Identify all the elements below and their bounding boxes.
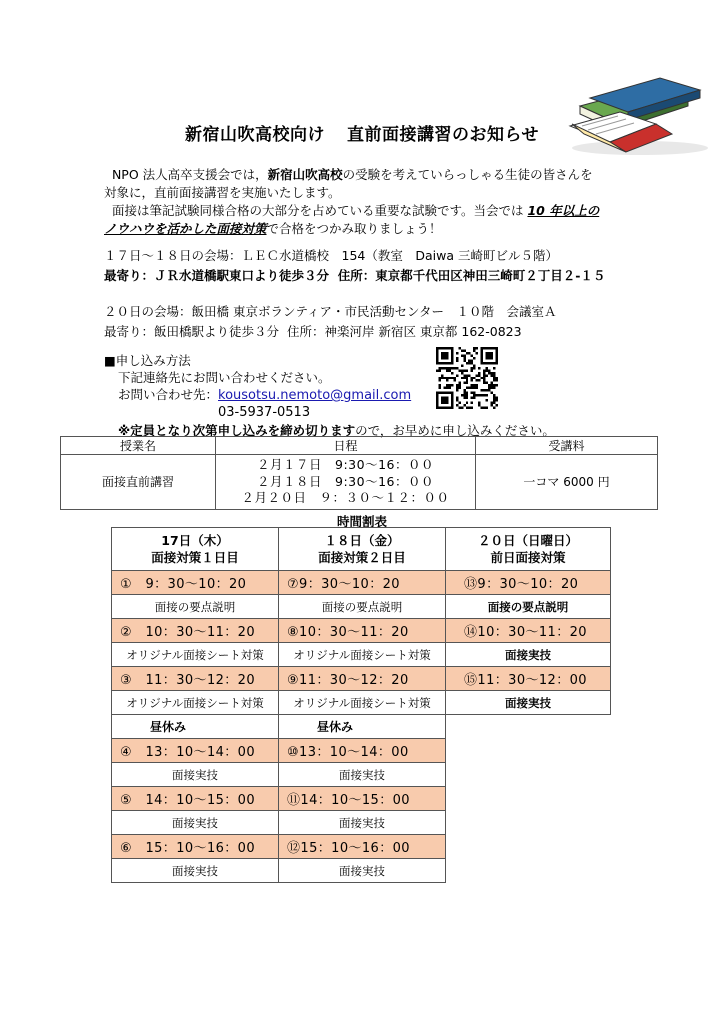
course-date-2: ２月１８日 9:30～16：００ — [257, 473, 434, 489]
intro-emphasis1: 10 年以上の — [527, 203, 600, 218]
slot-9-desc: オリジナル面接シート対策 — [278, 690, 446, 715]
course-dates — [216, 455, 476, 510]
slot-6: ⑥ 15：10～16：00 — [111, 834, 279, 859]
slot-3-desc: オリジナル面接シート対策 — [111, 690, 279, 715]
title-part1: 新宿山吹高校向け — [185, 125, 325, 145]
day1-label: 17日（木） — [161, 533, 229, 548]
timetable-day-1 — [111, 527, 279, 571]
day1-sub: 面接対策１日目 — [151, 550, 239, 565]
intro-line1a: NPO 法人高卒支援会では， — [111, 167, 268, 182]
books-illustration-icon — [560, 68, 710, 156]
timetable-day-3 — [445, 527, 611, 571]
venue2-access: 最寄り：飯田橋駅より徒歩３分 — [104, 324, 280, 339]
slot-4-desc: 面接実技 — [111, 762, 279, 787]
notice-bold: ※定員となり次第申し込みを締め切ります — [118, 423, 356, 438]
intro-line1c: の受験を考えていらっしゃる生徒の皆さんを — [342, 167, 593, 182]
slot-2-desc: オリジナル面接シート対策 — [111, 642, 279, 667]
slot-1: ① 9：30～10：20 — [111, 570, 279, 595]
slot-11-desc: 面接実技 — [278, 810, 446, 835]
slot-7-desc: 面接の要点説明 — [278, 594, 446, 619]
apply-instruction: 下記連絡先にお問い合わせください。 — [118, 370, 331, 385]
email-link[interactable]: kousotsu.nemoto@gmail.com — [218, 388, 412, 403]
course-header-fee: 受講料 — [476, 437, 658, 455]
slot-10: ⑩13：10～14：00 — [278, 738, 446, 763]
intro-line3a: 面接は筆記試験同様合格の大部分を占めている重要な試験です。当会では — [111, 203, 524, 218]
slot-2: ② 10：30～11：20 — [111, 618, 279, 643]
course-header-name: 授業名 — [61, 437, 216, 455]
slot-13-desc: 面接の要点説明 — [445, 594, 611, 619]
slot-5-desc: 面接実技 — [111, 810, 279, 835]
day2-sub: 面接対策２日目 — [318, 550, 406, 565]
course-header-dates: 日程 — [216, 437, 476, 455]
notice-rest: ので，お早めに申し込みください。 — [355, 423, 555, 438]
phone-number: 03-5937-0513 — [218, 405, 311, 420]
slot-7: ⑦9：30～10：20 — [278, 570, 446, 595]
timetable — [111, 527, 611, 878]
apply-section — [104, 352, 411, 421]
slot-8-desc: オリジナル面接シート対策 — [278, 642, 446, 667]
slot-11: ⑪14：10～15：00 — [278, 786, 446, 811]
contact-label: お問い合わせ先： — [118, 387, 219, 402]
timetable-day-2 — [278, 527, 446, 571]
course-date-3: ２月２０日 ９：３０～１２：００ — [241, 490, 450, 505]
slot-10-desc: 面接実技 — [278, 762, 446, 787]
intro-line4b: で合格をつかみ取りましょう！ — [266, 221, 442, 236]
slot-4: ④ 13：10～14：00 — [111, 738, 279, 763]
venue1-location: １７日～１８日の会場：ＬＥＣ水道橋校 154（教室 Daiwa 三崎町ビル５階） — [104, 248, 558, 263]
lunch-break-1: 昼休み — [111, 714, 279, 739]
day2-label: １８日（金） — [324, 533, 400, 548]
course-table — [60, 436, 658, 510]
slot-12-desc: 面接実技 — [278, 858, 446, 883]
slot-13: ⑬9：30～10：20 — [445, 570, 611, 595]
venue2-location: ２０日の会場：飯田橋 東京ボランティア・市民活動センター １０階 会議室Ａ — [104, 304, 557, 319]
slot-14: ⑭10：30～11：20 — [445, 618, 611, 643]
qr-code-icon[interactable] — [436, 347, 498, 409]
venue1-address: 住所：東京都千代田区神田三崎町２丁目２-１５ — [337, 268, 606, 283]
slot-9: ⑨11：30～12：20 — [278, 666, 446, 691]
lunch-break-2: 昼休み — [278, 714, 446, 739]
slot-5: ⑤ 14：10～15：00 — [111, 786, 279, 811]
slot-3: ③ 11：30～12：20 — [111, 666, 279, 691]
venue-2 — [104, 302, 664, 342]
slot-15: ⑮11：30～12：00 — [445, 666, 611, 691]
intro-text — [104, 166, 644, 238]
slot-15-desc: 面接実技 — [445, 690, 611, 715]
day3-label: ２０日（日曜日） — [477, 533, 578, 548]
slot-1-desc: 面接の要点説明 — [111, 594, 279, 619]
apply-heading: ■申し込み方法 — [104, 353, 191, 368]
slot-6-desc: 面接実技 — [111, 858, 279, 883]
course-fee: 一コマ 6000 円 — [476, 455, 658, 510]
venue1-access: 最寄り：ＪＲ水道橋駅東口より徒歩３分 — [104, 268, 330, 283]
timetable-title: 時間割表 — [336, 514, 387, 529]
course-name: 面接直前講習 — [61, 455, 216, 510]
intro-school-name: 新宿山吹高校 — [267, 167, 343, 182]
slot-8: ⑧10：30～11：20 — [278, 618, 446, 643]
title-part2: 直前面接講習のお知らせ — [347, 125, 539, 145]
intro-line2: 対象に，直前面接講習を実施いたします。 — [104, 185, 341, 200]
venue-1 — [104, 246, 664, 286]
course-date-1: ２月１７日 9:30～16：００ — [257, 457, 434, 472]
venue2-address: 住所：神楽河岸 新宿区 東京都 162-0823 — [286, 324, 522, 339]
day3-sub: 前日面接対策 — [490, 550, 566, 565]
slot-14-desc: 面接実技 — [445, 642, 611, 667]
intro-emphasis2: ノウハウを活かした面接対策 — [104, 221, 267, 236]
slot-12: ⑫15：10～16：00 — [278, 834, 446, 859]
